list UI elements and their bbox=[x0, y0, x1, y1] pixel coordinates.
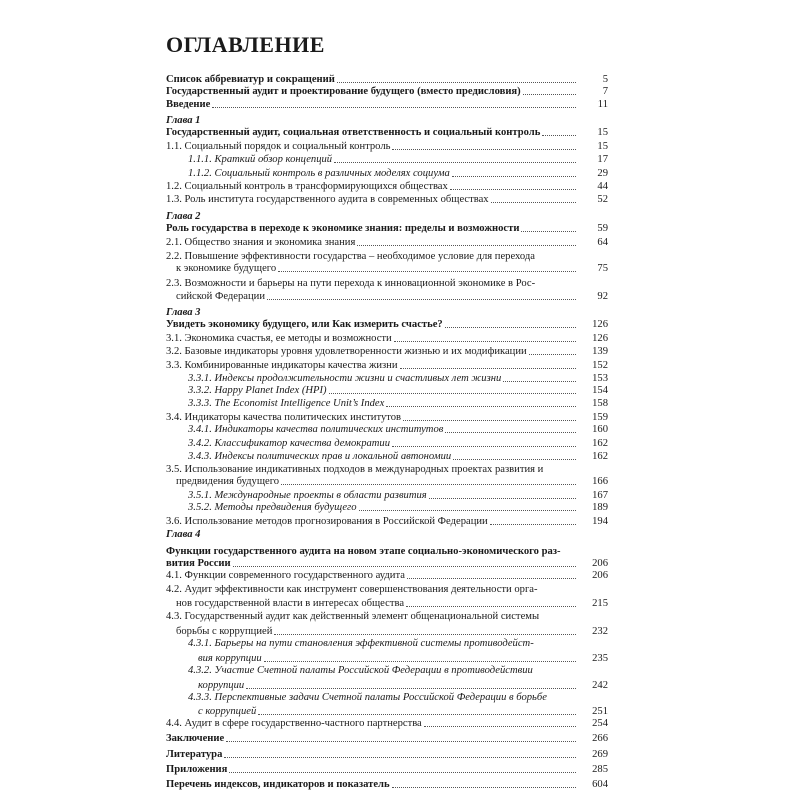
dot-leader bbox=[400, 368, 576, 369]
toc-entry bbox=[166, 570, 608, 582]
dot-leader bbox=[392, 787, 576, 788]
toc-entry-title: нов государственной власти в интересах общества bbox=[176, 598, 405, 609]
toc-entry bbox=[176, 291, 608, 303]
toc-entry-title: вия коррупции bbox=[198, 653, 262, 664]
toc-entry bbox=[198, 680, 608, 692]
toc-entry bbox=[166, 181, 608, 193]
toc-entry bbox=[166, 764, 608, 776]
toc-entry-title: 2.2. Повышение эффективности государства – необходимое условие для перехода bbox=[166, 251, 535, 262]
dot-leader bbox=[264, 661, 576, 662]
toc-entry-title: 3.3. Комбинированные индикаторы качества жизни bbox=[166, 360, 398, 371]
toc-entry bbox=[188, 638, 534, 650]
toc-entry-page: 64 bbox=[597, 237, 608, 248]
toc-entry-page: 242 bbox=[592, 680, 608, 691]
toc-entry bbox=[166, 749, 608, 761]
toc-entry bbox=[166, 194, 608, 206]
toc-entry-title: к экономике будущего bbox=[176, 263, 277, 274]
toc-entry bbox=[188, 490, 608, 502]
toc-entry-page: 126 bbox=[592, 333, 608, 344]
toc-entry-title: 3.3.3. The Economist Intelligence Unit’s Index bbox=[188, 398, 385, 409]
toc-entry bbox=[166, 127, 608, 139]
toc-entry-page: 604 bbox=[592, 779, 608, 790]
dot-leader bbox=[229, 772, 576, 773]
toc-entry-title: 3.4. Индикаторы качества политических институтов bbox=[166, 412, 402, 423]
toc-entry-page: 194 bbox=[592, 516, 608, 527]
dot-leader bbox=[386, 406, 576, 407]
toc-entry bbox=[166, 733, 608, 745]
toc-entry-page: 266 bbox=[592, 733, 608, 744]
toc-entry-title: Глава 2 bbox=[166, 211, 201, 222]
toc-entry-page: 232 bbox=[592, 626, 608, 637]
dot-leader bbox=[407, 578, 576, 579]
toc-entry-page: 166 bbox=[592, 476, 608, 487]
toc-entry bbox=[166, 718, 608, 730]
dot-leader bbox=[503, 381, 576, 382]
toc-entry-page: 17 bbox=[597, 154, 608, 165]
toc-entry-title: 3.4.3. Индексы политических прав и локальной автономии bbox=[188, 451, 452, 462]
dot-leader bbox=[394, 341, 576, 342]
toc-entry bbox=[166, 278, 535, 290]
toc-entry-title: 3.4.2. Классификатор качества демократии bbox=[188, 438, 391, 449]
toc-entry bbox=[166, 86, 608, 98]
toc-entry-title: Увидеть экономику будущего, или Как измерить счастье? bbox=[166, 319, 443, 330]
toc-entry-title: 3.1. Экономика счастья, ее методы и возможности bbox=[166, 333, 392, 344]
toc-entry-title: Заключение bbox=[166, 733, 225, 744]
dot-leader bbox=[224, 757, 576, 758]
toc-entry-title: 2.3. Возможности и барьеры на пути перехода к инновационной экономике в Рос- bbox=[166, 278, 536, 289]
toc-entry bbox=[166, 74, 608, 86]
toc-entry-title: Перечень индексов, индикаторов и показатель bbox=[166, 779, 390, 790]
toc-entry-title: 3.5. Использование индикативных подходов в международных проектах развития и bbox=[166, 464, 544, 475]
dot-leader bbox=[542, 135, 576, 136]
dot-leader bbox=[392, 149, 576, 150]
dot-leader bbox=[359, 510, 577, 511]
toc-entry-title: 4.4. Аудит в сфере государственно-частного партнерства bbox=[166, 718, 422, 729]
toc-entry bbox=[188, 451, 608, 463]
toc-entry-page: 269 bbox=[592, 749, 608, 760]
toc-entry bbox=[166, 779, 608, 791]
toc-entry bbox=[188, 502, 608, 514]
toc-entry bbox=[188, 168, 608, 180]
toc-entry-title: 3.2. Базовые индикаторы уровня удовлетворенности жизнью и их модификации bbox=[166, 346, 527, 357]
dot-leader bbox=[337, 82, 576, 83]
toc-entry bbox=[166, 346, 608, 358]
dot-leader bbox=[445, 327, 576, 328]
toc-entry bbox=[166, 251, 535, 263]
toc-entry-page: 152 bbox=[592, 360, 608, 371]
toc-entry-page: 254 bbox=[592, 718, 608, 729]
toc-entry bbox=[188, 398, 608, 410]
toc-entry bbox=[188, 154, 608, 166]
toc-entry-title: Введение bbox=[166, 99, 211, 110]
toc-entry-title: с коррупцией bbox=[198, 706, 257, 717]
toc-entry-title: борьбы с коррупцией bbox=[176, 626, 273, 637]
dot-leader bbox=[491, 202, 576, 203]
toc-entry bbox=[166, 99, 608, 111]
dot-leader bbox=[267, 299, 576, 300]
toc-entry-title: 3.5.2. Методы предвидения будущего bbox=[188, 502, 357, 513]
toc-entry bbox=[166, 584, 538, 596]
toc-entry-title: 3.6. Использование методов прогнозирования в Российской Федерации bbox=[166, 516, 488, 527]
toc-entry-title: 1.1.2. Социальный контроль в различных моделях социума bbox=[188, 168, 450, 179]
toc-entry-page: 75 bbox=[597, 263, 608, 274]
toc-entry bbox=[166, 307, 200, 319]
toc-entry bbox=[166, 546, 561, 558]
toc-entry-title: Глава 4 bbox=[166, 529, 201, 540]
toc-entry bbox=[188, 385, 608, 397]
toc-entry-title: 1.3. Роль института государственного аудита в современных обществах bbox=[166, 194, 489, 205]
toc-entry-title: 4.1. Функции современного государственного аудита bbox=[166, 570, 405, 581]
dot-leader bbox=[406, 606, 576, 607]
toc-entry bbox=[176, 476, 608, 488]
toc-entry-title: 4.3.1. Барьеры на пути становления эффективной системы противодейст- bbox=[188, 638, 534, 649]
dot-leader bbox=[523, 94, 576, 95]
toc-entry bbox=[188, 438, 608, 450]
dot-leader bbox=[429, 498, 576, 499]
toc-entry-title: Глава 3 bbox=[166, 307, 201, 318]
toc-entry bbox=[166, 412, 608, 424]
toc-entry-title: 4.3. Государственный аудит как действенный элемент общенациональной системы bbox=[166, 611, 540, 622]
toc-entry bbox=[198, 706, 608, 718]
toc-entry bbox=[166, 360, 608, 372]
toc-entry-title: 3.5.1. Международные проекты в области развития bbox=[188, 490, 427, 501]
toc-entry bbox=[188, 665, 533, 677]
toc-entry-title: 4.2. Аудит эффективности как инструмент совершенствования деятельности орга- bbox=[166, 584, 538, 595]
toc-entry bbox=[188, 424, 608, 436]
toc-entry-title: 3.3.2. Happy Planet Index (HPI) bbox=[188, 385, 327, 396]
dot-leader bbox=[452, 176, 576, 177]
toc-entry-page: 167 bbox=[592, 490, 608, 501]
dot-leader bbox=[233, 566, 576, 567]
toc-entry bbox=[166, 464, 543, 476]
dot-leader bbox=[392, 446, 576, 447]
toc-entry-page: 52 bbox=[597, 194, 608, 205]
dot-leader bbox=[258, 714, 576, 715]
toc-entry-title: 3.4.1. Индикаторы качества политических институтов bbox=[188, 424, 444, 435]
dot-leader bbox=[226, 741, 576, 742]
toc-entry bbox=[176, 626, 608, 638]
toc-entry-title: 2.1. Общество знания и экономика знания bbox=[166, 237, 356, 248]
toc-entry-page: 162 bbox=[592, 451, 608, 462]
toc-entry-page: 215 bbox=[592, 598, 608, 609]
toc-entry bbox=[166, 611, 539, 623]
dot-leader bbox=[246, 688, 576, 689]
toc-entry bbox=[166, 237, 608, 249]
toc-entry bbox=[166, 141, 608, 153]
toc-entry-title: 3.3.1. Индексы продолжительности жизни и счастливых лет жизни bbox=[188, 373, 502, 384]
toc-entry-title: коррупции bbox=[198, 680, 245, 691]
dot-leader bbox=[281, 484, 576, 485]
toc-entry-page: 92 bbox=[597, 291, 608, 302]
dot-leader bbox=[521, 231, 576, 232]
dot-leader bbox=[490, 524, 576, 525]
toc-entry-title: 1.1.1. Краткий обзор концепций bbox=[188, 154, 333, 165]
toc-entry-title: Приложения bbox=[166, 764, 228, 775]
toc-entry-page: 15 bbox=[597, 141, 608, 152]
toc-entry bbox=[176, 263, 608, 275]
toc-entry-title: 4.3.2. Участие Счетной палаты Российской Федерации в противодействии bbox=[188, 665, 533, 676]
dot-leader bbox=[445, 432, 576, 433]
toc-entry-page: 15 bbox=[597, 127, 608, 138]
dot-leader bbox=[334, 162, 576, 163]
toc-entry bbox=[166, 223, 608, 235]
toc-entry-page: 11 bbox=[597, 99, 608, 110]
toc-entry-page: 159 bbox=[592, 412, 608, 423]
dot-leader bbox=[450, 189, 576, 190]
toc-entry-page: 59 bbox=[597, 223, 608, 234]
dot-leader bbox=[329, 393, 576, 394]
toc-entry bbox=[166, 529, 200, 541]
toc-entry bbox=[166, 558, 608, 570]
dot-leader bbox=[274, 634, 576, 635]
toc-entry-page: 235 bbox=[592, 653, 608, 664]
toc-entry-page: 7 bbox=[602, 86, 608, 97]
toc-entry-page: 126 bbox=[592, 319, 608, 330]
dot-leader bbox=[529, 354, 576, 355]
toc-entry bbox=[176, 598, 608, 610]
toc-entry-page: 206 bbox=[592, 558, 608, 569]
toc-entry-page: 29 bbox=[597, 168, 608, 179]
toc-entry-title: Литература bbox=[166, 749, 223, 760]
toc-entry-title: Список аббревиатур и сокращений bbox=[166, 74, 335, 85]
dot-leader bbox=[453, 459, 576, 460]
toc-entry bbox=[166, 516, 608, 528]
toc-entry-page: 139 bbox=[592, 346, 608, 357]
dot-leader bbox=[357, 245, 576, 246]
toc-entry-page: 5 bbox=[602, 74, 608, 85]
toc-entry-page: 160 bbox=[592, 424, 608, 435]
page-title: ОГЛАВЛЕНИЕ bbox=[166, 32, 325, 57]
toc-entry bbox=[188, 692, 547, 704]
toc-entry-title: 1.1. Социальный порядок и социальный контроль bbox=[166, 141, 391, 152]
toc-entry-title: предвидения будущего bbox=[176, 476, 280, 487]
toc-entry-page: 44 bbox=[597, 181, 608, 192]
toc-entry-page: 154 bbox=[592, 385, 608, 396]
toc-entry-page: 285 bbox=[592, 764, 608, 775]
toc-entry bbox=[166, 211, 200, 223]
dot-leader bbox=[403, 420, 576, 421]
toc-entry bbox=[166, 115, 200, 127]
toc-entry-page: 158 bbox=[592, 398, 608, 409]
toc-entry-title: Глава 1 bbox=[166, 115, 201, 126]
toc-entry bbox=[198, 653, 608, 665]
dot-leader bbox=[278, 271, 576, 272]
toc-entry-title: 1.2. Социальный контроль в трансформирующихся обществах bbox=[166, 181, 448, 192]
toc-entry-title: Функции государственного аудита на новом этапе социально-экономического раз- bbox=[166, 546, 561, 557]
toc-entry-title: Роль государства в переходе к экономике знания: пределы и возможности bbox=[166, 223, 520, 234]
toc-entry-page: 153 bbox=[592, 373, 608, 384]
toc-entry-page: 251 bbox=[592, 706, 608, 717]
toc-entry-title: вития России bbox=[166, 558, 231, 569]
toc-entry-page: 189 bbox=[592, 502, 608, 513]
toc-entry-title: Государственный аудит, социальная ответственность и социальный контроль bbox=[166, 127, 541, 138]
toc-entry-title: Государственный аудит и проектирование будущего (вместо предисловия) bbox=[166, 86, 521, 97]
toc-entry-page: 206 bbox=[592, 570, 608, 581]
toc-entry bbox=[166, 319, 608, 331]
dot-leader bbox=[212, 107, 576, 108]
toc-entry bbox=[166, 333, 608, 345]
toc-entry-title: сийской Федерации bbox=[176, 291, 265, 302]
toc-entry bbox=[188, 373, 608, 385]
dot-leader bbox=[424, 726, 576, 727]
toc-entry-page: 162 bbox=[592, 438, 608, 449]
toc-entry-title: 4.3.3. Перспективные задачи Счетной палаты Российской Федерации в борьбе bbox=[188, 692, 547, 703]
